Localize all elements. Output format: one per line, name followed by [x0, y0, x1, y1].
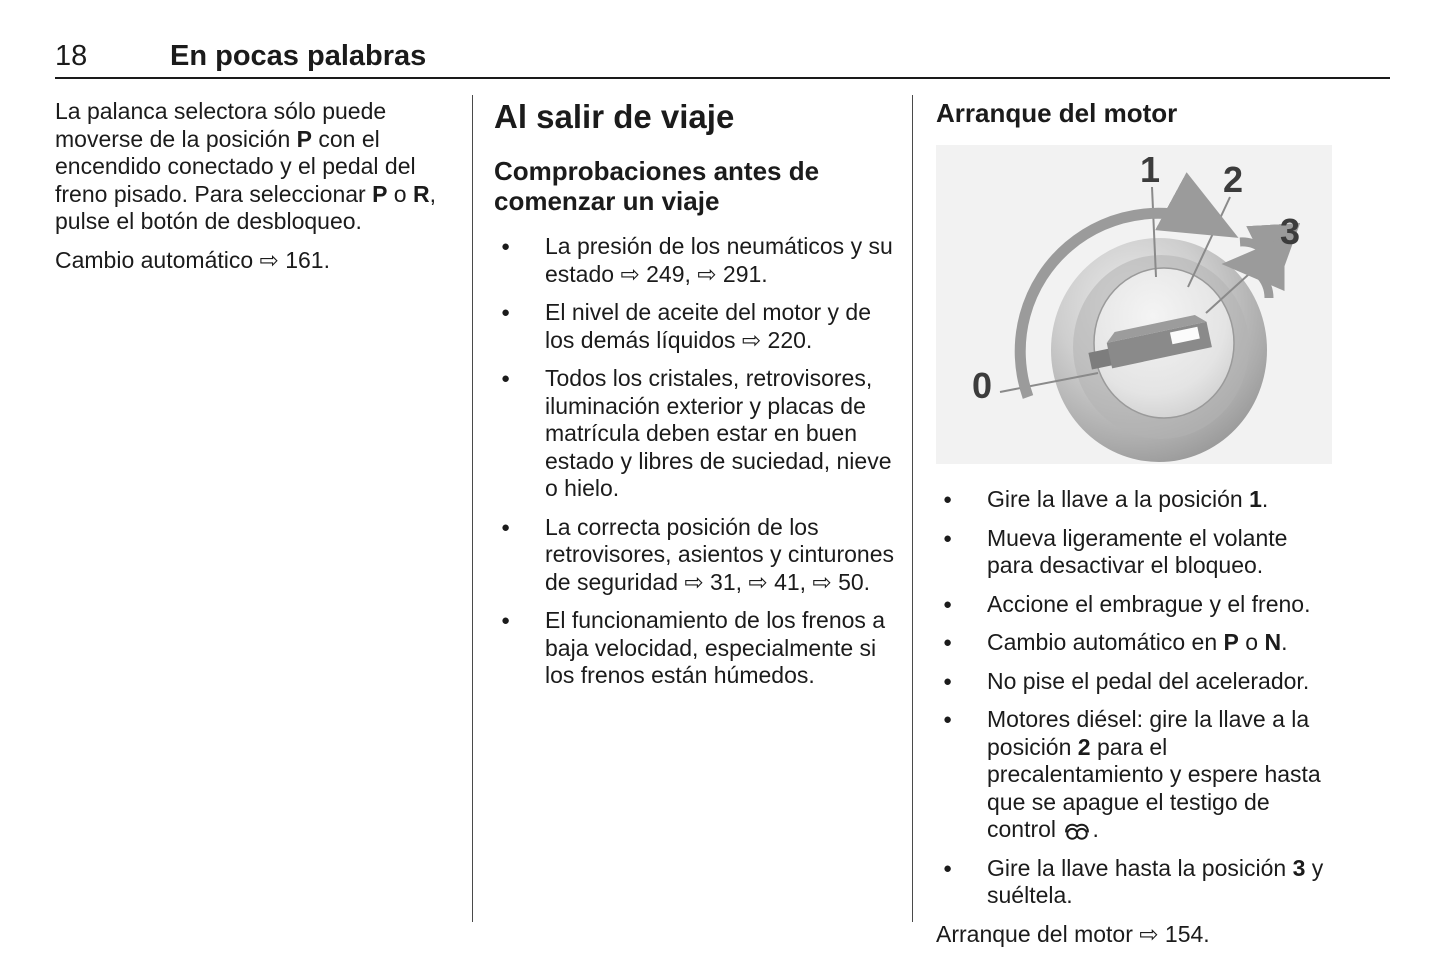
position-label-3: 3	[1279, 211, 1301, 252]
bullet-dot: ●	[943, 595, 953, 613]
paragraph-selector-lever	[55, 98, 459, 236]
list-item	[494, 607, 898, 690]
bullet-dot: ●	[943, 672, 953, 690]
bold-segment: P	[296, 125, 312, 152]
bullet-dot: ●	[501, 518, 511, 536]
bullet-dot: ●	[943, 859, 953, 877]
list-item	[494, 365, 898, 503]
position-label-2: 2	[1222, 159, 1244, 200]
bullet-text: El funcionamiento de los frenos a baja velocidad, especialmente si los frenos están húmedos.	[545, 607, 886, 688]
bullet-dot: ●	[501, 370, 511, 387]
list-item	[494, 233, 898, 288]
list-item	[936, 591, 1332, 619]
text-segment: La palanca selectora sólo puede moverse de la posición	[55, 98, 387, 152]
bullet-text: No pise el pedal del acelerador.	[987, 667, 1310, 694]
ignition-switch-illustration	[936, 145, 1332, 464]
list-item	[936, 855, 1332, 910]
bold-segment: P	[372, 180, 388, 207]
list-item	[936, 668, 1332, 696]
bullet-text: Gire la llave hasta la posición 3 y suéltela.	[987, 854, 1324, 908]
section-title: Arranque del motor	[936, 98, 1178, 128]
position-label-1: 1	[1139, 149, 1161, 190]
text-segment: con el encendido conectado y el pedal del freno pisado. Para seleccionar	[55, 125, 416, 207]
bullet-dot: ●	[943, 711, 953, 728]
list-item	[494, 299, 898, 354]
cross-reference-engine-start: Arranque del motor ⇨ 154.	[936, 920, 1210, 947]
bullet-dot: ●	[501, 612, 511, 629]
bold-segment: R	[413, 180, 430, 207]
engine-start-steps-list	[936, 486, 1332, 910]
bullet-text: Cambio automático en P o N.	[987, 629, 1288, 655]
chapter-title: En pocas palabras	[170, 40, 427, 72]
middle-column	[494, 98, 898, 701]
cross-reference-automatic-gearbox: Cambio automático ⇨ 161.	[55, 246, 330, 273]
text-segment: o	[387, 180, 413, 207]
bullet-text: La presión de los neumáticos y su estado ⇨ 249, ⇨ 291.	[545, 233, 893, 287]
right-column	[936, 98, 1332, 959]
bullet-text: Motores diésel: gire la llave a la posición 2 para el precalentamiento y espere hasta que se apague el testigo de control .	[987, 706, 1321, 842]
bullet-text: Mueva ligeramente el volante para desactivar el bloqueo.	[987, 524, 1288, 578]
bullet-text: El nivel de aceite del motor y de los demás líquidos ⇨ 220.	[545, 299, 872, 353]
bullet-dot: ●	[943, 529, 953, 547]
position-label-0: 0	[971, 365, 993, 406]
bullet-dot: ●	[501, 238, 511, 255]
pre-trip-checks-list	[494, 233, 898, 690]
list-item	[936, 525, 1332, 580]
bullet-dot: ●	[501, 304, 511, 321]
list-item	[936, 629, 1332, 657]
bullet-dot: ●	[943, 634, 953, 651]
subsection-title: Comprobaciones antes de comenzar un viaje	[494, 156, 820, 216]
bullet-text: Gire la llave a la posición 1.	[987, 486, 1269, 512]
list-item	[936, 706, 1332, 844]
list-item	[494, 514, 898, 597]
bullet-text: La correcta posición de los retrovisores, asientos y cinturones de seguridad ⇨ 31, ⇨ 41, ⇨ 50.	[545, 513, 894, 595]
left-column	[55, 98, 459, 285]
header-rule	[55, 77, 1390, 79]
text-segment: , pulse el botón de desbloqueo.	[55, 180, 437, 234]
bullet-dot: ●	[943, 491, 953, 508]
list-item	[936, 486, 1332, 514]
column-divider	[472, 95, 473, 922]
bullet-text: Accione el embrague y el freno.	[987, 590, 1311, 617]
page-number: 18	[55, 40, 88, 72]
glow-plug-indicator-icon	[1062, 820, 1092, 841]
bullet-text: Todos los cristales, retrovisores, iluminación exterior y placas de matrícula deben estar en buen estado y libres de suciedad, nieve o hielo.	[545, 365, 892, 501]
column-divider	[912, 95, 913, 922]
section-title: Al salir de viaje	[494, 98, 735, 135]
